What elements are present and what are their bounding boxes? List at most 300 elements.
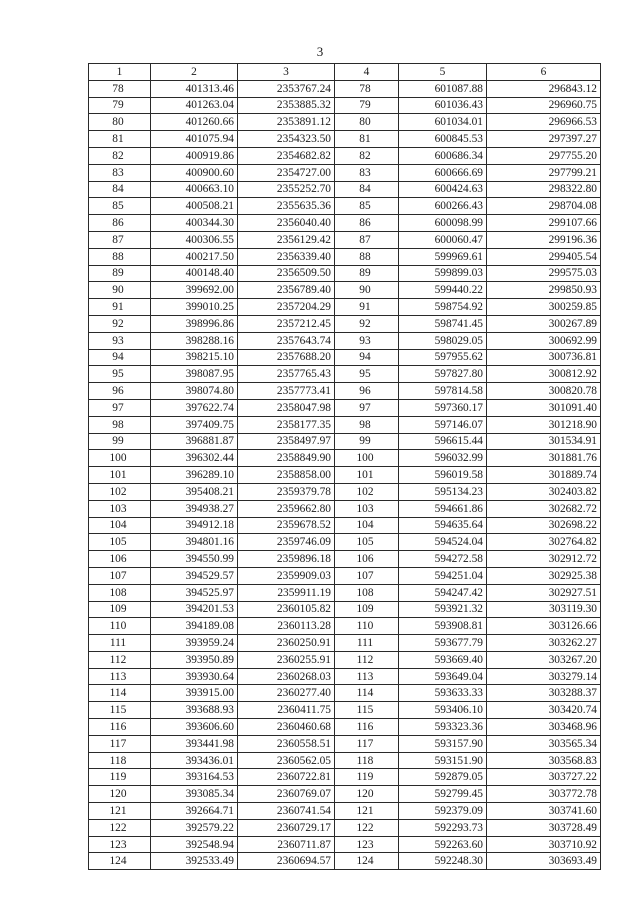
point-number-cell: 94	[89, 349, 151, 366]
column-header: 1	[89, 64, 151, 81]
y-coord-cell: 2354682.82	[238, 147, 335, 164]
point-number-cell: 80	[89, 114, 151, 131]
x-coord-cell: 592263.60	[399, 836, 487, 853]
x-coord-cell: 596019.58	[399, 467, 487, 484]
y-coord-cell: 302925.38	[487, 567, 601, 584]
y-coord-cell: 2360741.54	[238, 803, 335, 820]
point-number-cell: 108	[335, 584, 399, 601]
point-number-cell: 111	[335, 635, 399, 652]
y-coord-cell: 2360729.17	[238, 819, 335, 836]
y-coord-cell: 296966.53	[487, 114, 601, 131]
y-coord-cell: 303568.83	[487, 752, 601, 769]
point-number-cell: 116	[89, 719, 151, 736]
x-coord-cell: 593323.36	[399, 719, 487, 736]
point-number-cell: 107	[335, 567, 399, 584]
y-coord-cell: 2356789.40	[238, 282, 335, 299]
x-coord-cell: 394550.99	[151, 551, 238, 568]
x-coord-cell: 394938.27	[151, 500, 238, 517]
x-coord-cell: 593649.04	[399, 668, 487, 685]
point-number-cell: 121	[335, 803, 399, 820]
point-number-cell: 117	[335, 735, 399, 752]
table-row	[89, 752, 601, 769]
x-coord-cell: 396881.87	[151, 433, 238, 450]
table-row	[89, 164, 601, 181]
x-coord-cell: 400919.86	[151, 147, 238, 164]
point-number-cell: 100	[335, 450, 399, 467]
table-row	[89, 467, 601, 484]
y-coord-cell: 298704.08	[487, 198, 601, 215]
point-number-cell: 109	[89, 601, 151, 618]
point-number-cell: 81	[335, 131, 399, 148]
point-number-cell: 119	[89, 769, 151, 786]
x-coord-cell: 400217.50	[151, 248, 238, 265]
point-number-cell: 85	[335, 198, 399, 215]
y-coord-cell: 2360694.57	[238, 853, 335, 870]
x-coord-cell: 394189.08	[151, 618, 238, 635]
point-number-cell: 78	[89, 80, 151, 97]
x-coord-cell: 399692.00	[151, 282, 238, 299]
table-row	[89, 769, 601, 786]
point-number-cell: 118	[89, 752, 151, 769]
x-coord-cell: 400344.30	[151, 215, 238, 232]
point-number-cell: 99	[335, 433, 399, 450]
y-coord-cell: 2360411.75	[238, 702, 335, 719]
point-number-cell: 108	[89, 584, 151, 601]
x-coord-cell: 600266.43	[399, 198, 487, 215]
x-coord-cell: 400148.40	[151, 265, 238, 282]
x-coord-cell: 398996.86	[151, 315, 238, 332]
point-number-cell: 105	[335, 534, 399, 551]
x-coord-cell: 592293.73	[399, 819, 487, 836]
point-number-cell: 87	[89, 231, 151, 248]
y-coord-cell: 302927.51	[487, 584, 601, 601]
point-number-cell: 95	[89, 366, 151, 383]
y-coord-cell: 301889.74	[487, 467, 601, 484]
table-row	[89, 567, 601, 584]
y-coord-cell: 2357765.43	[238, 366, 335, 383]
x-coord-cell: 393441.98	[151, 735, 238, 752]
point-number-cell: 89	[335, 265, 399, 282]
y-coord-cell: 2358497.97	[238, 433, 335, 450]
y-coord-cell: 303288.37	[487, 685, 601, 702]
x-coord-cell: 393959.24	[151, 635, 238, 652]
point-number-cell: 123	[335, 836, 399, 853]
x-coord-cell: 600666.69	[399, 164, 487, 181]
point-number-cell: 124	[89, 853, 151, 870]
point-number-cell: 84	[89, 181, 151, 198]
x-coord-cell: 397622.74	[151, 399, 238, 416]
column-header: 2	[151, 64, 238, 81]
y-coord-cell: 2354727.00	[238, 164, 335, 181]
point-number-cell: 86	[89, 215, 151, 232]
table-row	[89, 635, 601, 652]
x-coord-cell: 395408.21	[151, 483, 238, 500]
table-row	[89, 500, 601, 517]
y-coord-cell: 303728.49	[487, 819, 601, 836]
point-number-cell: 114	[335, 685, 399, 702]
y-coord-cell: 2355635.36	[238, 198, 335, 215]
table-row	[89, 853, 601, 870]
y-coord-cell: 2359678.52	[238, 517, 335, 534]
y-coord-cell: 303565.34	[487, 735, 601, 752]
y-coord-cell: 299405.54	[487, 248, 601, 265]
y-coord-cell: 297799.21	[487, 164, 601, 181]
x-coord-cell: 592248.30	[399, 853, 487, 870]
point-number-cell: 115	[335, 702, 399, 719]
y-coord-cell: 303126.66	[487, 618, 601, 635]
point-number-cell: 114	[89, 685, 151, 702]
point-number-cell: 105	[89, 534, 151, 551]
point-number-cell: 103	[335, 500, 399, 517]
x-coord-cell: 600060.47	[399, 231, 487, 248]
x-coord-cell: 394912.18	[151, 517, 238, 534]
y-coord-cell: 2358047.98	[238, 399, 335, 416]
point-number-cell: 81	[89, 131, 151, 148]
x-coord-cell: 592879.05	[399, 769, 487, 786]
y-coord-cell: 303267.20	[487, 651, 601, 668]
x-coord-cell: 593677.79	[399, 635, 487, 652]
x-coord-cell: 593151.90	[399, 752, 487, 769]
point-number-cell: 78	[335, 80, 399, 97]
x-coord-cell: 593921.32	[399, 601, 487, 618]
point-number-cell: 88	[89, 248, 151, 265]
point-number-cell: 88	[335, 248, 399, 265]
table-row	[89, 332, 601, 349]
y-coord-cell: 2359909.03	[238, 567, 335, 584]
y-coord-cell: 303727.22	[487, 769, 601, 786]
x-coord-cell: 597827.80	[399, 366, 487, 383]
point-number-cell: 85	[89, 198, 151, 215]
y-coord-cell: 2358177.35	[238, 416, 335, 433]
point-number-cell: 106	[89, 551, 151, 568]
y-coord-cell: 2360460.68	[238, 719, 335, 736]
table-row	[89, 231, 601, 248]
table-row	[89, 114, 601, 131]
x-coord-cell: 599969.61	[399, 248, 487, 265]
point-number-cell: 95	[335, 366, 399, 383]
y-coord-cell: 2354323.50	[238, 131, 335, 148]
x-coord-cell: 400900.60	[151, 164, 238, 181]
point-number-cell: 107	[89, 567, 151, 584]
point-number-cell: 82	[335, 147, 399, 164]
point-number-cell: 124	[335, 853, 399, 870]
y-coord-cell: 2360255.91	[238, 651, 335, 668]
table-row	[89, 315, 601, 332]
x-coord-cell: 394801.16	[151, 534, 238, 551]
x-coord-cell: 600686.34	[399, 147, 487, 164]
x-coord-cell: 596615.44	[399, 433, 487, 450]
point-number-cell: 123	[89, 836, 151, 853]
y-coord-cell: 2357688.20	[238, 349, 335, 366]
y-coord-cell: 2359911.19	[238, 584, 335, 601]
x-coord-cell: 594272.58	[399, 551, 487, 568]
y-coord-cell: 2360722.81	[238, 769, 335, 786]
x-coord-cell: 393436.01	[151, 752, 238, 769]
y-coord-cell: 300259.85	[487, 299, 601, 316]
point-number-cell: 96	[335, 383, 399, 400]
y-coord-cell: 2359746.09	[238, 534, 335, 551]
point-number-cell: 104	[335, 517, 399, 534]
table-row	[89, 735, 601, 752]
x-coord-cell: 392664.71	[151, 803, 238, 820]
table-header-row	[89, 64, 601, 81]
point-number-cell: 79	[335, 97, 399, 114]
point-number-cell: 112	[335, 651, 399, 668]
point-number-cell: 104	[89, 517, 151, 534]
table-row	[89, 131, 601, 148]
point-number-cell: 90	[335, 282, 399, 299]
point-number-cell: 83	[89, 164, 151, 181]
y-coord-cell: 2357773.41	[238, 383, 335, 400]
page-number: 3	[316, 44, 324, 59]
x-coord-cell: 601034.01	[399, 114, 487, 131]
x-coord-cell: 597814.58	[399, 383, 487, 400]
table-row	[89, 248, 601, 265]
point-number-cell: 112	[89, 651, 151, 668]
x-coord-cell: 599440.22	[399, 282, 487, 299]
table-row	[89, 819, 601, 836]
y-coord-cell: 2355252.70	[238, 181, 335, 198]
y-coord-cell: 2356509.50	[238, 265, 335, 282]
point-number-cell: 79	[89, 97, 151, 114]
x-coord-cell: 400306.55	[151, 231, 238, 248]
column-header: 3	[238, 64, 335, 81]
table-row	[89, 483, 601, 500]
table-row	[89, 719, 601, 736]
x-coord-cell: 596032.99	[399, 450, 487, 467]
table-row	[89, 450, 601, 467]
y-coord-cell: 300812.92	[487, 366, 601, 383]
y-coord-cell: 2359662.80	[238, 500, 335, 517]
point-number-cell: 92	[335, 315, 399, 332]
point-number-cell: 93	[335, 332, 399, 349]
x-coord-cell: 400508.21	[151, 198, 238, 215]
x-coord-cell: 396302.44	[151, 450, 238, 467]
y-coord-cell: 301091.40	[487, 399, 601, 416]
x-coord-cell: 393085.34	[151, 786, 238, 803]
y-coord-cell: 2360105.82	[238, 601, 335, 618]
y-coord-cell: 303741.60	[487, 803, 601, 820]
point-number-cell: 120	[89, 786, 151, 803]
y-coord-cell: 296843.12	[487, 80, 601, 97]
table-row	[89, 601, 601, 618]
x-coord-cell: 595134.23	[399, 483, 487, 500]
point-number-cell: 97	[335, 399, 399, 416]
x-coord-cell: 593157.90	[399, 735, 487, 752]
x-coord-cell: 394529.57	[151, 567, 238, 584]
point-number-cell: 83	[335, 164, 399, 181]
x-coord-cell: 397409.75	[151, 416, 238, 433]
x-coord-cell: 393606.60	[151, 719, 238, 736]
x-coord-cell: 398074.80	[151, 383, 238, 400]
x-coord-cell: 593406.10	[399, 702, 487, 719]
x-coord-cell: 594635.64	[399, 517, 487, 534]
y-coord-cell: 296960.75	[487, 97, 601, 114]
y-coord-cell: 2360562.05	[238, 752, 335, 769]
y-coord-cell: 297755.20	[487, 147, 601, 164]
table-row	[89, 349, 601, 366]
x-coord-cell: 392533.49	[151, 853, 238, 870]
point-number-cell: 86	[335, 215, 399, 232]
point-number-cell: 117	[89, 735, 151, 752]
x-coord-cell: 396289.10	[151, 467, 238, 484]
y-coord-cell: 2356339.40	[238, 248, 335, 265]
y-coord-cell: 2359896.18	[238, 551, 335, 568]
y-coord-cell: 302403.82	[487, 483, 601, 500]
y-coord-cell: 303279.14	[487, 668, 601, 685]
y-coord-cell: 2356129.42	[238, 231, 335, 248]
y-coord-cell: 301218.90	[487, 416, 601, 433]
x-coord-cell: 597360.17	[399, 399, 487, 416]
y-coord-cell: 2357212.45	[238, 315, 335, 332]
y-coord-cell: 2358858.00	[238, 467, 335, 484]
point-number-cell: 98	[335, 416, 399, 433]
point-number-cell: 89	[89, 265, 151, 282]
y-coord-cell: 303468.96	[487, 719, 601, 736]
table-row	[89, 551, 601, 568]
table-row	[89, 198, 601, 215]
y-coord-cell: 298322.80	[487, 181, 601, 198]
y-coord-cell: 300267.89	[487, 315, 601, 332]
point-number-cell: 109	[335, 601, 399, 618]
point-number-cell: 91	[335, 299, 399, 316]
point-number-cell: 118	[335, 752, 399, 769]
point-number-cell: 113	[89, 668, 151, 685]
point-number-cell: 106	[335, 551, 399, 568]
table-row	[89, 399, 601, 416]
point-number-cell: 98	[89, 416, 151, 433]
point-number-cell: 110	[335, 618, 399, 635]
x-coord-cell: 600845.53	[399, 131, 487, 148]
point-number-cell: 84	[335, 181, 399, 198]
point-number-cell: 91	[89, 299, 151, 316]
point-number-cell: 115	[89, 702, 151, 719]
y-coord-cell: 302682.72	[487, 500, 601, 517]
y-coord-cell: 303420.74	[487, 702, 601, 719]
y-coord-cell: 303710.92	[487, 836, 601, 853]
x-coord-cell: 597955.62	[399, 349, 487, 366]
y-coord-cell: 2360769.07	[238, 786, 335, 803]
x-coord-cell: 600424.63	[399, 181, 487, 198]
column-header: 6	[487, 64, 601, 81]
x-coord-cell: 594661.86	[399, 500, 487, 517]
y-coord-cell: 303262.27	[487, 635, 601, 652]
y-coord-cell: 300820.78	[487, 383, 601, 400]
y-coord-cell: 300692.99	[487, 332, 601, 349]
column-header: 5	[399, 64, 487, 81]
table-row	[89, 618, 601, 635]
table-row	[89, 366, 601, 383]
x-coord-cell: 393930.64	[151, 668, 238, 685]
x-coord-cell: 401260.66	[151, 114, 238, 131]
x-coord-cell: 601087.88	[399, 80, 487, 97]
x-coord-cell: 593669.40	[399, 651, 487, 668]
table-row	[89, 651, 601, 668]
y-coord-cell: 299107.66	[487, 215, 601, 232]
y-coord-cell: 2353767.24	[238, 80, 335, 97]
point-number-cell: 102	[335, 483, 399, 500]
y-coord-cell: 302698.22	[487, 517, 601, 534]
column-header: 4	[335, 64, 399, 81]
x-coord-cell: 594247.42	[399, 584, 487, 601]
y-coord-cell: 299850.93	[487, 282, 601, 299]
y-coord-cell: 2357643.74	[238, 332, 335, 349]
y-coord-cell: 299196.36	[487, 231, 601, 248]
x-coord-cell: 600098.99	[399, 215, 487, 232]
point-number-cell: 121	[89, 803, 151, 820]
y-coord-cell: 302912.72	[487, 551, 601, 568]
x-coord-cell: 598741.45	[399, 315, 487, 332]
x-coord-cell: 399010.25	[151, 299, 238, 316]
table-row	[89, 282, 601, 299]
table-row	[89, 702, 601, 719]
point-number-cell: 116	[335, 719, 399, 736]
x-coord-cell: 599899.03	[399, 265, 487, 282]
point-number-cell: 99	[89, 433, 151, 450]
table-row	[89, 383, 601, 400]
table-row	[89, 534, 601, 551]
point-number-cell: 82	[89, 147, 151, 164]
x-coord-cell: 401075.94	[151, 131, 238, 148]
point-number-cell: 122	[89, 819, 151, 836]
point-number-cell: 111	[89, 635, 151, 652]
x-coord-cell: 394525.97	[151, 584, 238, 601]
point-number-cell: 103	[89, 500, 151, 517]
table-row	[89, 517, 601, 534]
y-coord-cell: 2360277.40	[238, 685, 335, 702]
point-number-cell: 119	[335, 769, 399, 786]
point-number-cell: 93	[89, 332, 151, 349]
y-coord-cell: 2358849.90	[238, 450, 335, 467]
point-number-cell: 87	[335, 231, 399, 248]
y-coord-cell: 2357204.29	[238, 299, 335, 316]
table-row	[89, 215, 601, 232]
x-coord-cell: 398087.95	[151, 366, 238, 383]
y-coord-cell: 303119.30	[487, 601, 601, 618]
x-coord-cell: 393950.89	[151, 651, 238, 668]
table-row	[89, 80, 601, 97]
table-row	[89, 685, 601, 702]
y-coord-cell: 2353891.12	[238, 114, 335, 131]
y-coord-cell: 302764.82	[487, 534, 601, 551]
x-coord-cell: 400663.10	[151, 181, 238, 198]
x-coord-cell: 392579.22	[151, 819, 238, 836]
y-coord-cell: 2360113.28	[238, 618, 335, 635]
point-number-cell: 94	[335, 349, 399, 366]
y-coord-cell: 2360268.03	[238, 668, 335, 685]
point-number-cell: 92	[89, 315, 151, 332]
table-row	[89, 836, 601, 853]
y-coord-cell: 299575.03	[487, 265, 601, 282]
point-number-cell: 101	[335, 467, 399, 484]
table-row	[89, 299, 601, 316]
x-coord-cell: 594251.04	[399, 567, 487, 584]
table-row	[89, 181, 601, 198]
x-coord-cell: 592379.09	[399, 803, 487, 820]
table-row	[89, 786, 601, 803]
point-number-cell: 80	[335, 114, 399, 131]
table-row	[89, 433, 601, 450]
table-row	[89, 147, 601, 164]
x-coord-cell: 601036.43	[399, 97, 487, 114]
y-coord-cell: 2353885.32	[238, 97, 335, 114]
point-number-cell: 110	[89, 618, 151, 635]
y-coord-cell: 2359379.78	[238, 483, 335, 500]
x-coord-cell: 597146.07	[399, 416, 487, 433]
point-number-cell: 100	[89, 450, 151, 467]
y-coord-cell: 297397.27	[487, 131, 601, 148]
y-coord-cell: 301881.76	[487, 450, 601, 467]
